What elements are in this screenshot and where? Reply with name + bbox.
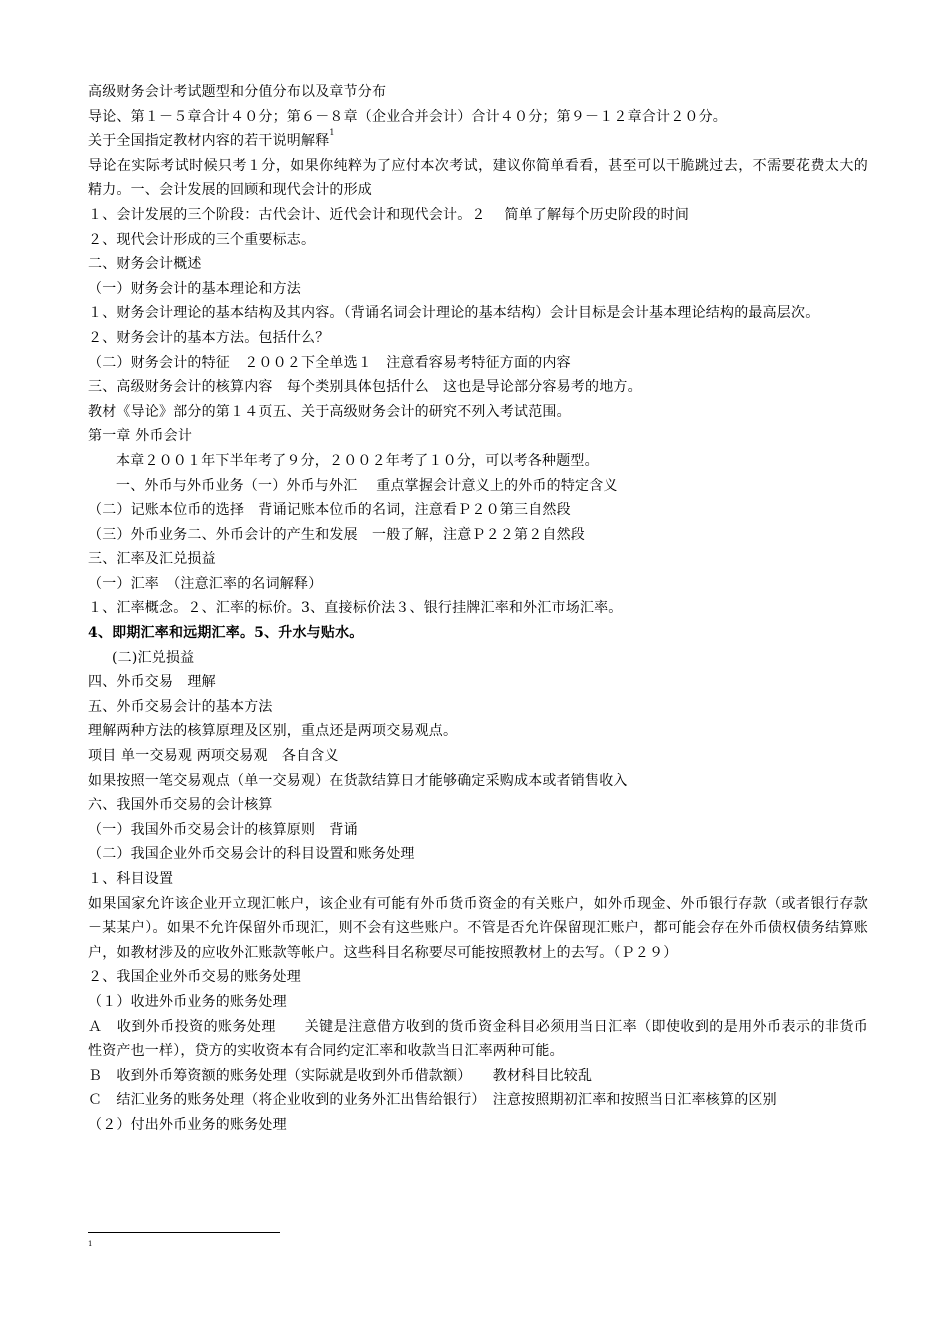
subsection-heading: （一）我国外币交易会计的核算原则 背诵	[88, 821, 358, 838]
section-heading: 二、财务会计概述	[88, 256, 202, 273]
subsection-heading: （二）我国企业外币交易会计的科目设置和账务处理	[88, 846, 415, 863]
score-distribution: 导论、第１－５章合计４０分；第６－８章（企业合并会计）合计４０分；第９－１２章合计２０分。	[88, 108, 727, 125]
account-setup-paragraph: 如果国家允许该企业开立现汇帐户，该企业有可能有外币货币资金的有关账户，如外币现金、外币银行存款（或者银行存款－某某户）。如果不允许保留外币现汇，则不会有这些账户。不管是否允许保留现汇账户，都可能会存在外币债权债务结算账户，如教材涉及的应收外汇账款等帐户。这些科目名称要尽可能按照教材上的去写。（Ｐ２９）	[88, 895, 868, 961]
text-line: 如果按照一笔交易观点（单一交易观）在货款结算日才能够确定采购成本或者销售收入	[88, 772, 628, 789]
subsection-heading: （２）付出外币业务的账务处理	[88, 1116, 287, 1133]
section-heading: 四、外币交易 理解	[88, 674, 216, 691]
subsection-heading: （三）外币业务二、外币会计的产生和发展 一般了解，注意Ｐ２２第２自然段	[88, 526, 585, 543]
list-item: 4、即期汇率和远期汇率。5、升水与贴水。	[88, 625, 364, 642]
list-item: １、汇率概念。２、汇率的标价。3、直接标价法３、银行挂牌汇率和外汇市场汇率。	[88, 600, 623, 617]
list-item: １、科目设置	[88, 871, 174, 887]
subsection-heading: （二）财务会计的特征 ２００２下全单选１ 注意看容易考特征方面的内容	[88, 354, 571, 371]
chapter-intro: 本章２００１年下半年考了９分，２００２年考了１０分，可以考各种题型。	[116, 452, 599, 469]
section-heading: 三、高级财务会计的核算内容 每个类别具体包括什么 这也是导论部分容易考的地方。	[88, 379, 642, 396]
footnote-reference[interactable]: 1	[329, 128, 335, 138]
text-line: 教材《导论》部分的第１４页五、关于高级财务会计的研究不列入考试范围。	[88, 403, 571, 420]
text-line: 理解两种方法的核算原理及区别，重点还是两项交易观点。	[88, 723, 458, 740]
textbook-note-heading	[88, 129, 868, 154]
footnote-number: 1	[88, 1240, 93, 1248]
list-item: ２、财务会计的基本方法。包括什么？	[88, 329, 330, 346]
list-item: １、会计发展的三个阶段：古代会计、近代会计和现代会计。２ 简单了解每个历史阶段的时间	[88, 206, 690, 223]
section-heading: 一、外币与外币业务（一）外币与外汇 重点掌握会计意义上的外币的特定含义	[116, 477, 618, 494]
footnote-divider	[88, 1232, 280, 1233]
section-heading: 六、我国外币交易的会计核算	[88, 797, 273, 814]
text-line: 项目 单一交易观 两项交易观 各自含义	[88, 748, 339, 765]
subsection-heading: (二)汇兑损益	[112, 649, 195, 666]
list-item: Ｃ 结汇业务的账务处理（将企业收到的业务外汇出售给银行） 注意按照期初汇率和按照当日汇率核算的区别	[88, 1092, 777, 1109]
subsection-heading: （一）汇率 （注意汇率的名词解释）	[88, 575, 323, 592]
document-body	[88, 80, 868, 1138]
subsection-heading: （一）财务会计的基本理论和方法	[88, 280, 301, 297]
section-heading: 五、外币交易会计的基本方法	[88, 698, 273, 715]
list-item: Ａ 收到外币投资的账务处理 关键是注意借方收到的货币资金科目必须用当日汇率（即使收到的是用外币表示的非货币性资产也一样），贷方的实收资本有合同约定汇率和收款当日汇率两种可能。	[88, 1018, 868, 1060]
list-item: ２、我国企业外币交易的账务处理	[88, 969, 301, 986]
list-item: ２、现代会计形成的三个重要标志。	[88, 231, 316, 248]
subsection-heading: （１）收进外币业务的账务处理	[88, 993, 287, 1010]
list-item: Ｂ 收到外币筹资额的账务处理（实际就是收到外币借款额） 教材科目比较乱	[88, 1067, 593, 1084]
section-heading: 三、汇率及汇兑损益	[88, 551, 216, 568]
doc-title: 高级财务会计考试题型和分值分布以及章节分布	[88, 84, 387, 100]
list-item: １、财务会计理论的基本结构及其内容。（背诵名词会计理论的基本结构）会计目标是会计基本理论结构的最高层次。	[88, 305, 820, 322]
textbook-note-text: 关于全国指定教材内容的若干说明解释	[88, 133, 330, 150]
subsection-heading: （二）记账本位币的选择 背诵记账本位币的名词，注意看Ｐ２０第三自然段	[88, 502, 571, 519]
chapter-heading: 第一章 外币会计	[88, 428, 193, 445]
intro-paragraph: 导论在实际考试时候只考１分，如果你纯粹为了应付本次考试，建议你简单看看，甚至可以干脆跳过去，不需要花费太大的精力。一、会计发展的回顾和现代会计的形成	[88, 157, 868, 199]
